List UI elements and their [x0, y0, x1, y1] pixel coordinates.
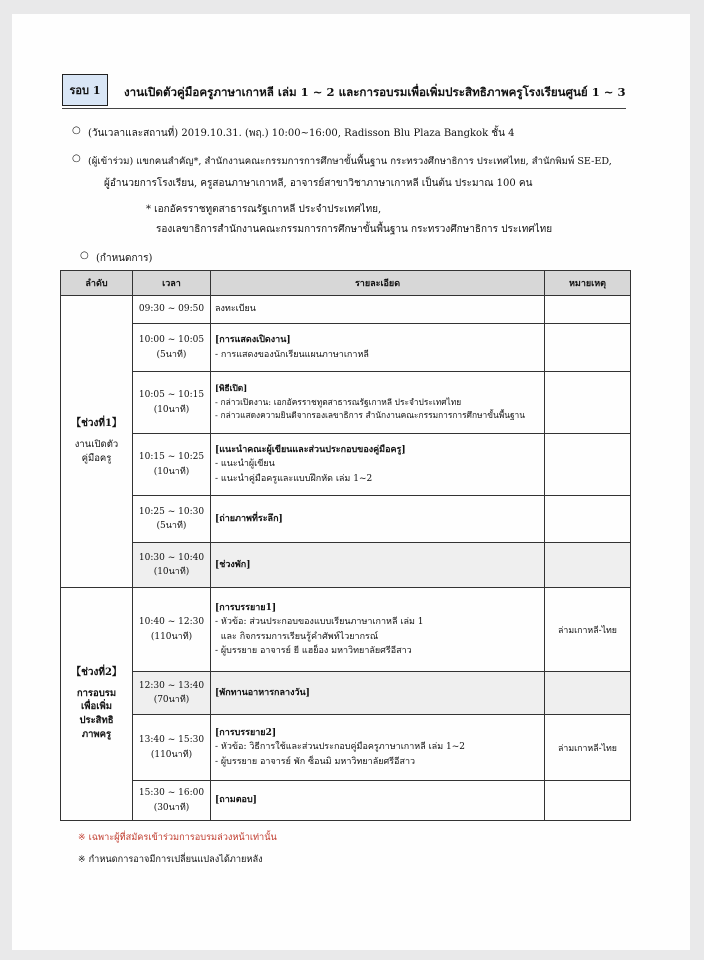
schedule-table: [60, 270, 631, 821]
footnote-schedule-change: ※ กำหนดการอาจมีการเปลี่ยนแปลงได้ภายหลัง: [78, 854, 263, 865]
section-2-sub: ประสิทธิ: [79, 715, 114, 727]
bullet-circle-icon: ○: [72, 125, 81, 136]
note-cell: [545, 372, 631, 434]
page-title: งานเปิดตัวคู่มือครูภาษาเกาหลี เล่ม 1 ~ 2 และการอบรมเพื่อเพิ่มประสิทธิภาพครูโรงเรียนศูนย์ 1 ~ 3: [124, 85, 626, 99]
participants-line-2: ผู้อำนวยการโรงเรียน, ครูสอนภาษาเกาหลี, อาจารย์สาขาวิชาภาษาเกาหลี เป็นต้น ประมาณ 100 คน: [104, 178, 533, 189]
note-cell: [545, 672, 631, 715]
time-cell: 13:40 ~ 15:30 (110นาที): [133, 715, 211, 781]
bullet-circle-icon: ○: [72, 153, 81, 164]
time-cell: 10:25 ~ 10:30 (5นาที): [133, 496, 211, 543]
note-cell: [545, 543, 631, 588]
note-cell: [545, 496, 631, 543]
detail-cell: [แนะนำคณะผู้เขียนและส่วนประกอบของคู่มือครู] - แนะนำผู้เขียน - แนะนำคู่มือครูและแบบฝึกหัด เล่ม 1~2: [211, 434, 545, 496]
table-row: [61, 543, 631, 588]
section-2-sub: เพื่อเพิ่ม: [81, 701, 112, 713]
note-cell: ล่ามเกาหลี-ไทย: [545, 715, 631, 781]
detail-cell: [ถ่ายภาพที่ระลึก]: [211, 496, 545, 543]
detail-cell: [ถามตอบ]: [211, 781, 545, 821]
note-cell: [545, 324, 631, 372]
header-order: ลำดับ: [61, 271, 133, 296]
time-cell: 15:30 ~ 16:00 (30นาที): [133, 781, 211, 821]
detail-cell: [ช่วงพัก]: [211, 543, 545, 588]
schedule-label: (กำหนดการ): [96, 253, 153, 264]
section-1-sub: คู่มือครู: [81, 452, 112, 464]
detail-cell: [พักทานอาหารกลางวัน]: [211, 672, 545, 715]
time-cell: 12:30 ~ 13:40 (70นาที): [133, 672, 211, 715]
detail-cell: [การบรรยาย1] - หัวข้อ: ส่วนประกอบของแบบเรียนภาษาเกาหลี เล่ม 1 และ กิจกรรมการเรียนรู้คำศัพท์ไวยากรณ์ - ผู้บรรยาย อาจารย์ ยี แฮย็อง มหาวิทยาลัยศรีอีสาว: [211, 588, 545, 672]
section-1-cell: [61, 296, 133, 588]
header-detail: รายละเอียด: [211, 271, 545, 296]
table-row: [61, 672, 631, 715]
note-cell: [545, 296, 631, 324]
time-cell: 09:30 ~ 09:50: [133, 296, 211, 324]
table-row: [61, 324, 631, 372]
section-2-tag: 【ช่วงที่2】: [71, 667, 122, 679]
section-2-sub: การอบรม: [76, 687, 117, 699]
section-1-sub: งานเปิดตัว: [74, 438, 119, 450]
table-row: [61, 715, 631, 781]
detail-cell: ลงทะเบียน: [211, 296, 545, 324]
note-cell: ล่ามเกาหลี-ไทย: [545, 588, 631, 672]
section-2-sub: ภาพครู: [81, 729, 112, 741]
participants-line-1: (ผู้เข้าร่วม) แขกคนสำคัญ*, สำนักงานคณะกรรมการการศึกษาขั้นพื้นฐาน กระทรวงศึกษาธิการ ประเทศไทย, สำนักพิมพ์ SE-ED,: [88, 156, 612, 167]
time-cell: 10:00 ~ 10:05 (5นาที): [133, 324, 211, 372]
time-cell: 10:15 ~ 10:25 (10นาที): [133, 434, 211, 496]
table-row: [61, 496, 631, 543]
venue-line: (วันเวลาและสถานที่) 2019.10.31. (พฤ.) 10:00~16:00, Radisson Blu Plaza Bangkok ชั้น 4: [88, 128, 515, 139]
table-row: [61, 434, 631, 496]
detail-cell: [การบรรยาย2] - หัวข้อ: วิธีการใช้และส่วนประกอบคู่มือครูภาษาเกาหลี เล่ม 1~2 - ผู้บรรยาย อาจารย์ พัก ซ็อนมิ มหาวิทยาลัยศรีอีสาว: [211, 715, 545, 781]
time-cell: 10:05 ~ 10:15 (10นาที): [133, 372, 211, 434]
table-row: [61, 781, 631, 821]
section-1-tag: 【ช่วงที่1】: [71, 418, 122, 430]
detail-cell: [การแสดงเปิดงาน] - การแสดงของนักเรียนแผนภาษาเกาหลี: [211, 324, 545, 372]
time-cell: 10:40 ~ 12:30 (110นาที): [133, 588, 211, 672]
header-note: หมายเหตุ: [545, 271, 631, 296]
detail-cell: [พิธีเปิด] - กล่าวเปิดงาน: เอกอัครราชทูตสาธารณรัฐเกาหลี ประจำประเทศไทย - กล่าวแสดงความยินดีจากรองเลขาธิการ สำนักงานคณะกรรมการการศึกษาขั้นพื้นฐาน: [211, 372, 545, 434]
header-time: เวลา: [133, 271, 211, 296]
bullet-circle-icon: ○: [80, 250, 89, 261]
time-cell: 10:30 ~ 10:40 (10นาที): [133, 543, 211, 588]
title-divider: [62, 108, 626, 109]
footnote-registration: ※ เฉพาะผู้ที่สมัครเข้าร่วมการอบรมล่วงหน้าเท่านั้น: [78, 832, 277, 843]
round-label: รอบ 1: [62, 74, 108, 106]
section-2-cell: [61, 588, 133, 821]
table-row: [61, 588, 631, 672]
vip-line-1: * เอกอัครราชทูตสาธารณรัฐเกาหลี ประจำประเทศไทย,: [146, 204, 382, 215]
table-row: [61, 296, 631, 324]
table-row: [61, 372, 631, 434]
table-header-row: [61, 271, 631, 296]
note-cell: [545, 781, 631, 821]
vip-line-2: รองเลขาธิการสำนักงานคณะกรรมการการศึกษาขั้นพื้นฐาน กระทรวงศึกษาธิการ ประเทศไทย: [156, 224, 553, 235]
note-cell: [545, 434, 631, 496]
